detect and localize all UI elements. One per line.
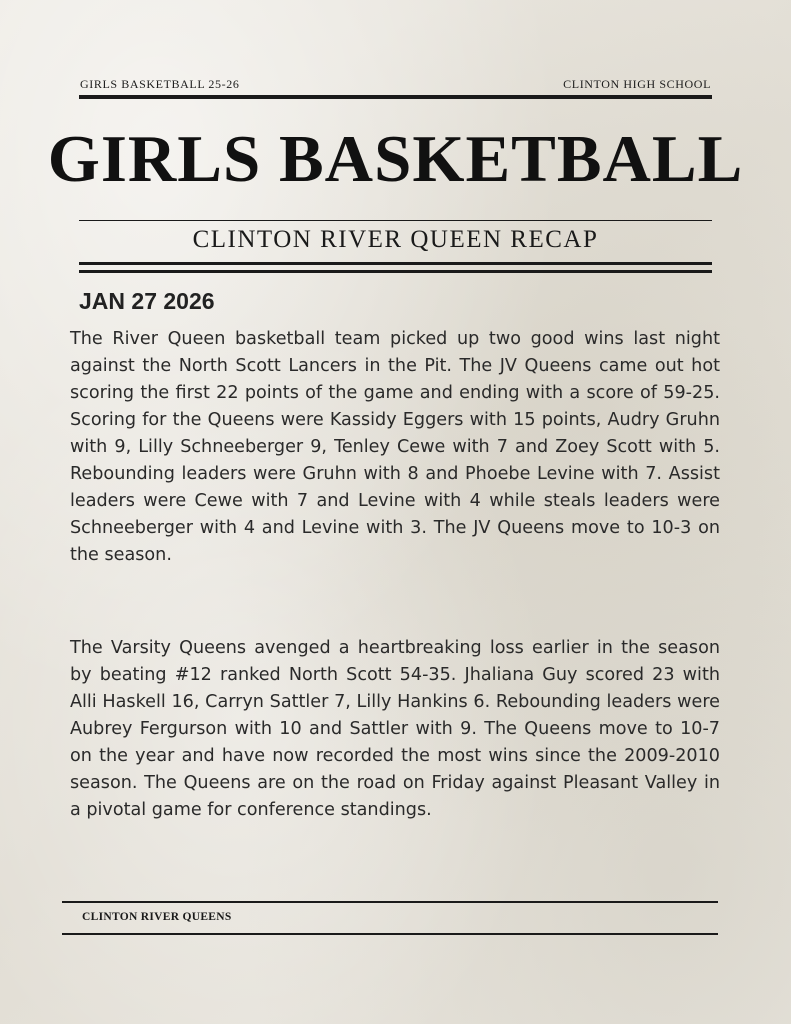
masthead-divider-top xyxy=(79,220,712,221)
footer-label: CLINTON RIVER QUEENS xyxy=(82,911,232,923)
masthead-title: GIRLS BASKETBALL xyxy=(47,122,744,196)
article-paragraph-varsity: The Varsity Queens avenged a heartbreaking loss earlier in the season by beating #12 ranked North Scott 54-35. Jhaliana Guy scored 23 with Alli Haskell 16, Carryn Sattler 7, Lilly Hankins 6. Rebounding leaders were Aubrey Fergurson with 10 and Sattler with 9. The Queens move to 10-7 on the year and have now recorded the most wins since the 2009-2010 season. The Queens are on the road on Friday against Pleasant Valley in a pivotal game for conference standings. xyxy=(70,638,720,820)
article-date: JAN 27 2026 xyxy=(79,288,215,314)
footer-divider-bottom xyxy=(62,933,718,935)
footer-divider-top xyxy=(62,901,718,903)
masthead-subtitle: CLINTON RIVER QUEEN RECAP xyxy=(192,226,599,253)
header-right-label: CLINTON HIGH SCHOOL xyxy=(563,77,711,91)
masthead-divider-bottom-2 xyxy=(79,270,712,273)
article-paragraph-jv: The River Queen basketball team picked up two good wins last night against the North Scott Lancers in the Pit. The JV Queens came out hot scoring the first 22 points of the game and ending with a score of 59-25. Scoring for the Queens were Kassidy Eggers with 15 points, Audry Gruhn with 9, Lilly Schneeberger 9, Tenley Cewe with 7 and Zoey Scott with 5. Rebounding leaders were Gruhn with 8 and Phoebe Levine with 7. Assist leaders were Cewe with 7 and Levine with 4 while steals leaders were Schneeberger with 4 and Levine with 3. The JV Queens move to 10-3 on the season. xyxy=(70,329,720,565)
header-left-label: GIRLS BASKETBALL 25-26 xyxy=(80,77,240,91)
masthead-divider-bottom-1 xyxy=(79,262,712,265)
header-row xyxy=(80,77,711,92)
header-divider xyxy=(79,95,712,99)
